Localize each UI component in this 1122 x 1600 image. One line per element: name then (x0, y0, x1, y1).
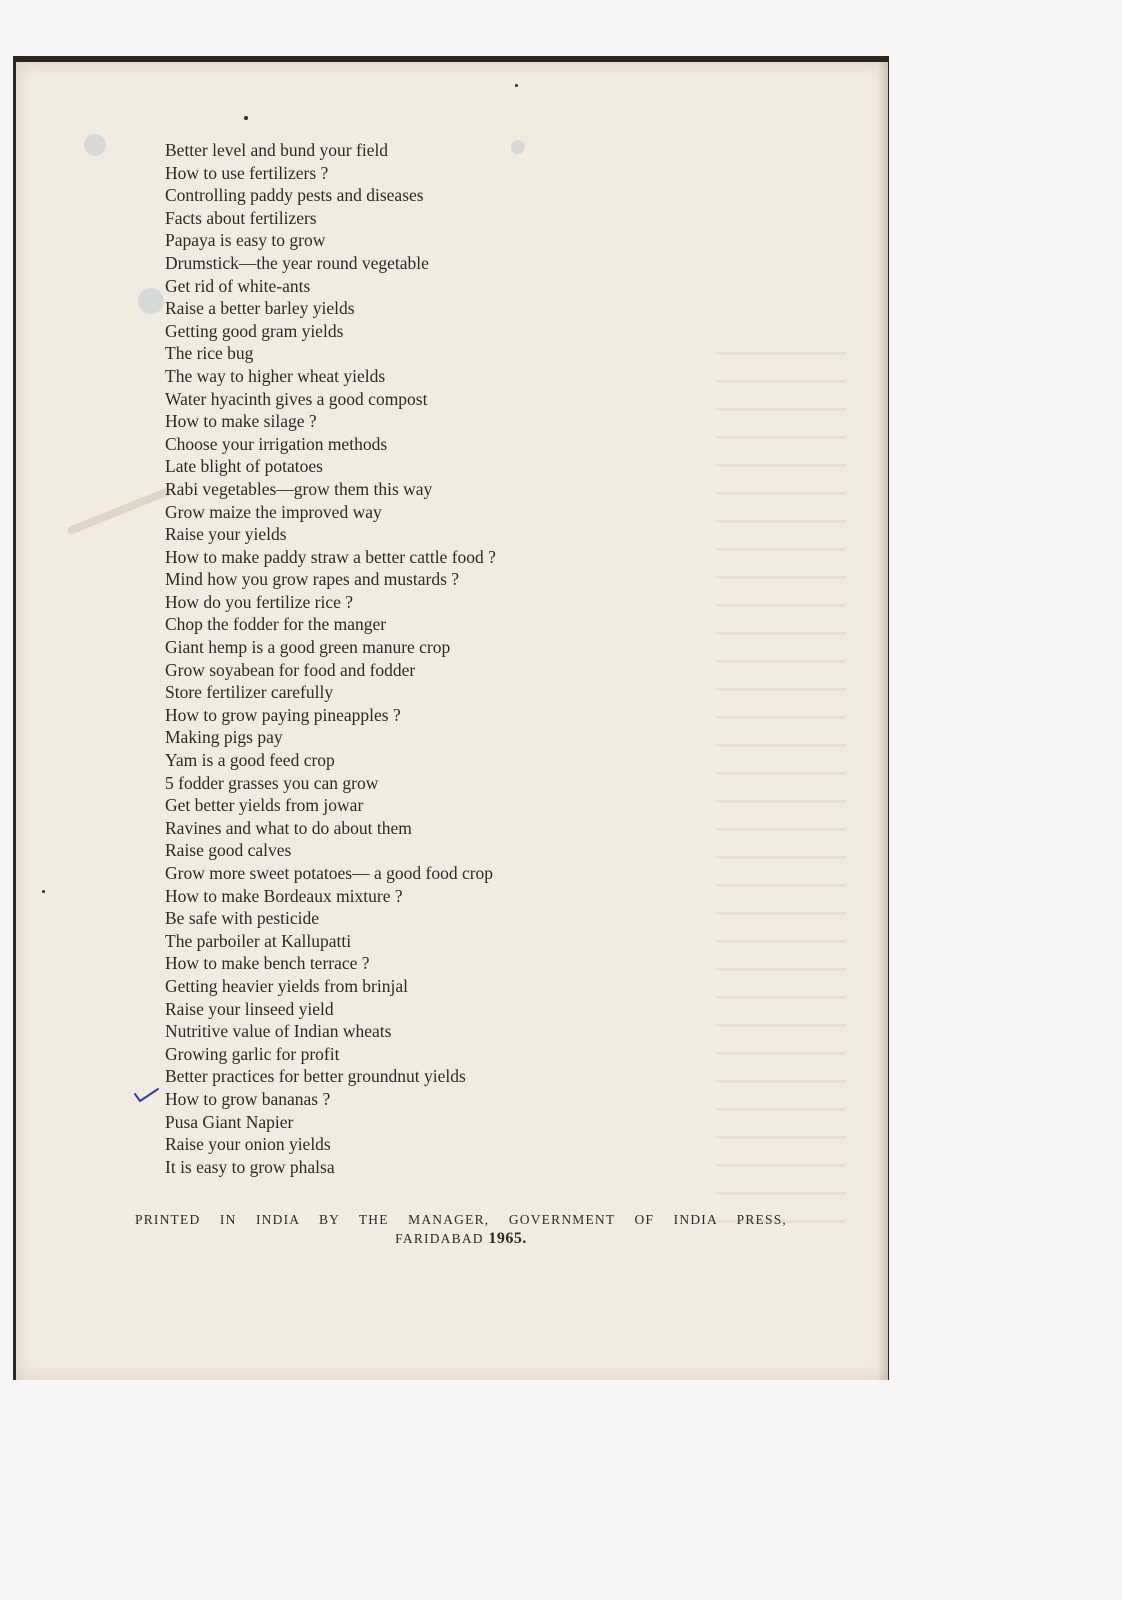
booklet-title: How do you fertilize rice ? (165, 591, 354, 612)
booklet-title: Pusa Giant Napier (165, 1111, 294, 1132)
booklet-title: Papaya is easy to grow (165, 230, 326, 251)
printer-imprint (135, 1210, 787, 1248)
ink-dot (515, 84, 518, 87)
booklet-title: The parboiler at Kallupatti (165, 930, 352, 951)
stain-spot (138, 288, 164, 314)
booklet-title: Raise your onion yields (165, 1134, 331, 1155)
booklet-title: 5 fodder grasses you can grow (165, 772, 379, 793)
booklet-title: How to use fertilizers ? (165, 162, 329, 183)
booklet-title: Making pigs pay (165, 727, 283, 748)
booklet-title-list (165, 139, 496, 1178)
booklet-title: Growing garlic for profit (165, 1043, 340, 1064)
booklet-title: Chop the fodder for the manger (165, 614, 387, 635)
booklet-title: Rabi vegetables—grow them this way (165, 478, 433, 499)
booklet-title: Choose your irrigation methods (165, 433, 388, 454)
booklet-title: Get rid of white-ants (165, 275, 311, 296)
booklet-title: The rice bug (165, 343, 254, 364)
booklet-title: Getting heavier yields from brinjal (165, 975, 408, 996)
booklet-title: How to grow bananas ? (165, 1088, 331, 1109)
booklet-title: Raise a better barley yields (165, 298, 355, 319)
booklet-title: Facts about fertilizers (165, 207, 317, 228)
imprint-line-1: PRINTED IN INDIA BY THE MANAGER, GOVERNMENT OF INDIA PRESS, (135, 1212, 787, 1227)
booklet-title: Giant hemp is a good green manure crop (165, 637, 451, 658)
booklet-title: How to make paddy straw a better cattle food ? (165, 546, 496, 567)
booklet-title: Be safe with pesticide (165, 908, 320, 929)
booklet-title: Drumstick—the year round vegetable (165, 252, 429, 273)
imprint-place: FARIDABAD (395, 1231, 484, 1246)
booklet-title: Nutritive value of Indian wheats (165, 1021, 392, 1042)
check-mark-icon (132, 1085, 162, 1107)
ink-dot (42, 890, 45, 893)
booklet-title: Late blight of potatoes (165, 456, 323, 477)
booklet-title: Getting good gram yields (165, 320, 344, 341)
show-through-text (716, 352, 846, 1232)
ink-dot (244, 116, 248, 120)
booklet-title: Water hyacinth gives a good compost (165, 388, 428, 409)
booklet-title: The way to higher wheat yields (165, 365, 386, 386)
booklet-title: Mind how you grow rapes and mustards ? (165, 569, 460, 590)
booklet-title: Better level and bund your field (165, 140, 389, 160)
booklet-title: It is easy to grow phalsa (165, 1156, 335, 1177)
booklet-title: Raise good calves (165, 840, 292, 861)
booklet-title: Raise your linseed yield (165, 998, 334, 1019)
page-edge-shading (878, 62, 888, 1380)
imprint-year: 1965. (488, 1230, 527, 1247)
booklet-title: Controlling paddy pests and diseases (165, 185, 424, 206)
booklet-title: How to grow paying pineapples ? (165, 704, 401, 725)
paper-smudge (67, 487, 172, 536)
booklet-title: How to make bench terrace ? (165, 953, 370, 974)
booklet-title: Ravines and what to do about them (165, 817, 412, 838)
booklet-title: Grow maize the improved way (165, 501, 382, 522)
booklet-title: Grow soyabean for food and fodder (165, 659, 416, 680)
booklet-title: How to make silage ? (165, 411, 317, 432)
booklet-title: How to make Bordeaux mixture ? (165, 885, 403, 906)
booklet-title: Get better yields from jowar (165, 795, 364, 816)
booklet-title: Store fertilizer carefully (165, 682, 334, 703)
imprint-line-2 (135, 1229, 787, 1248)
booklet-title: Grow more sweet potatoes— a good food crop (165, 863, 494, 883)
stain-spot (511, 140, 525, 154)
booklet-title: Yam is a good feed crop (165, 750, 335, 771)
booklet-title: Better practices for better groundnut yields (165, 1066, 466, 1087)
booklet-title: Raise your yields (165, 524, 287, 545)
stain-spot (84, 134, 106, 156)
